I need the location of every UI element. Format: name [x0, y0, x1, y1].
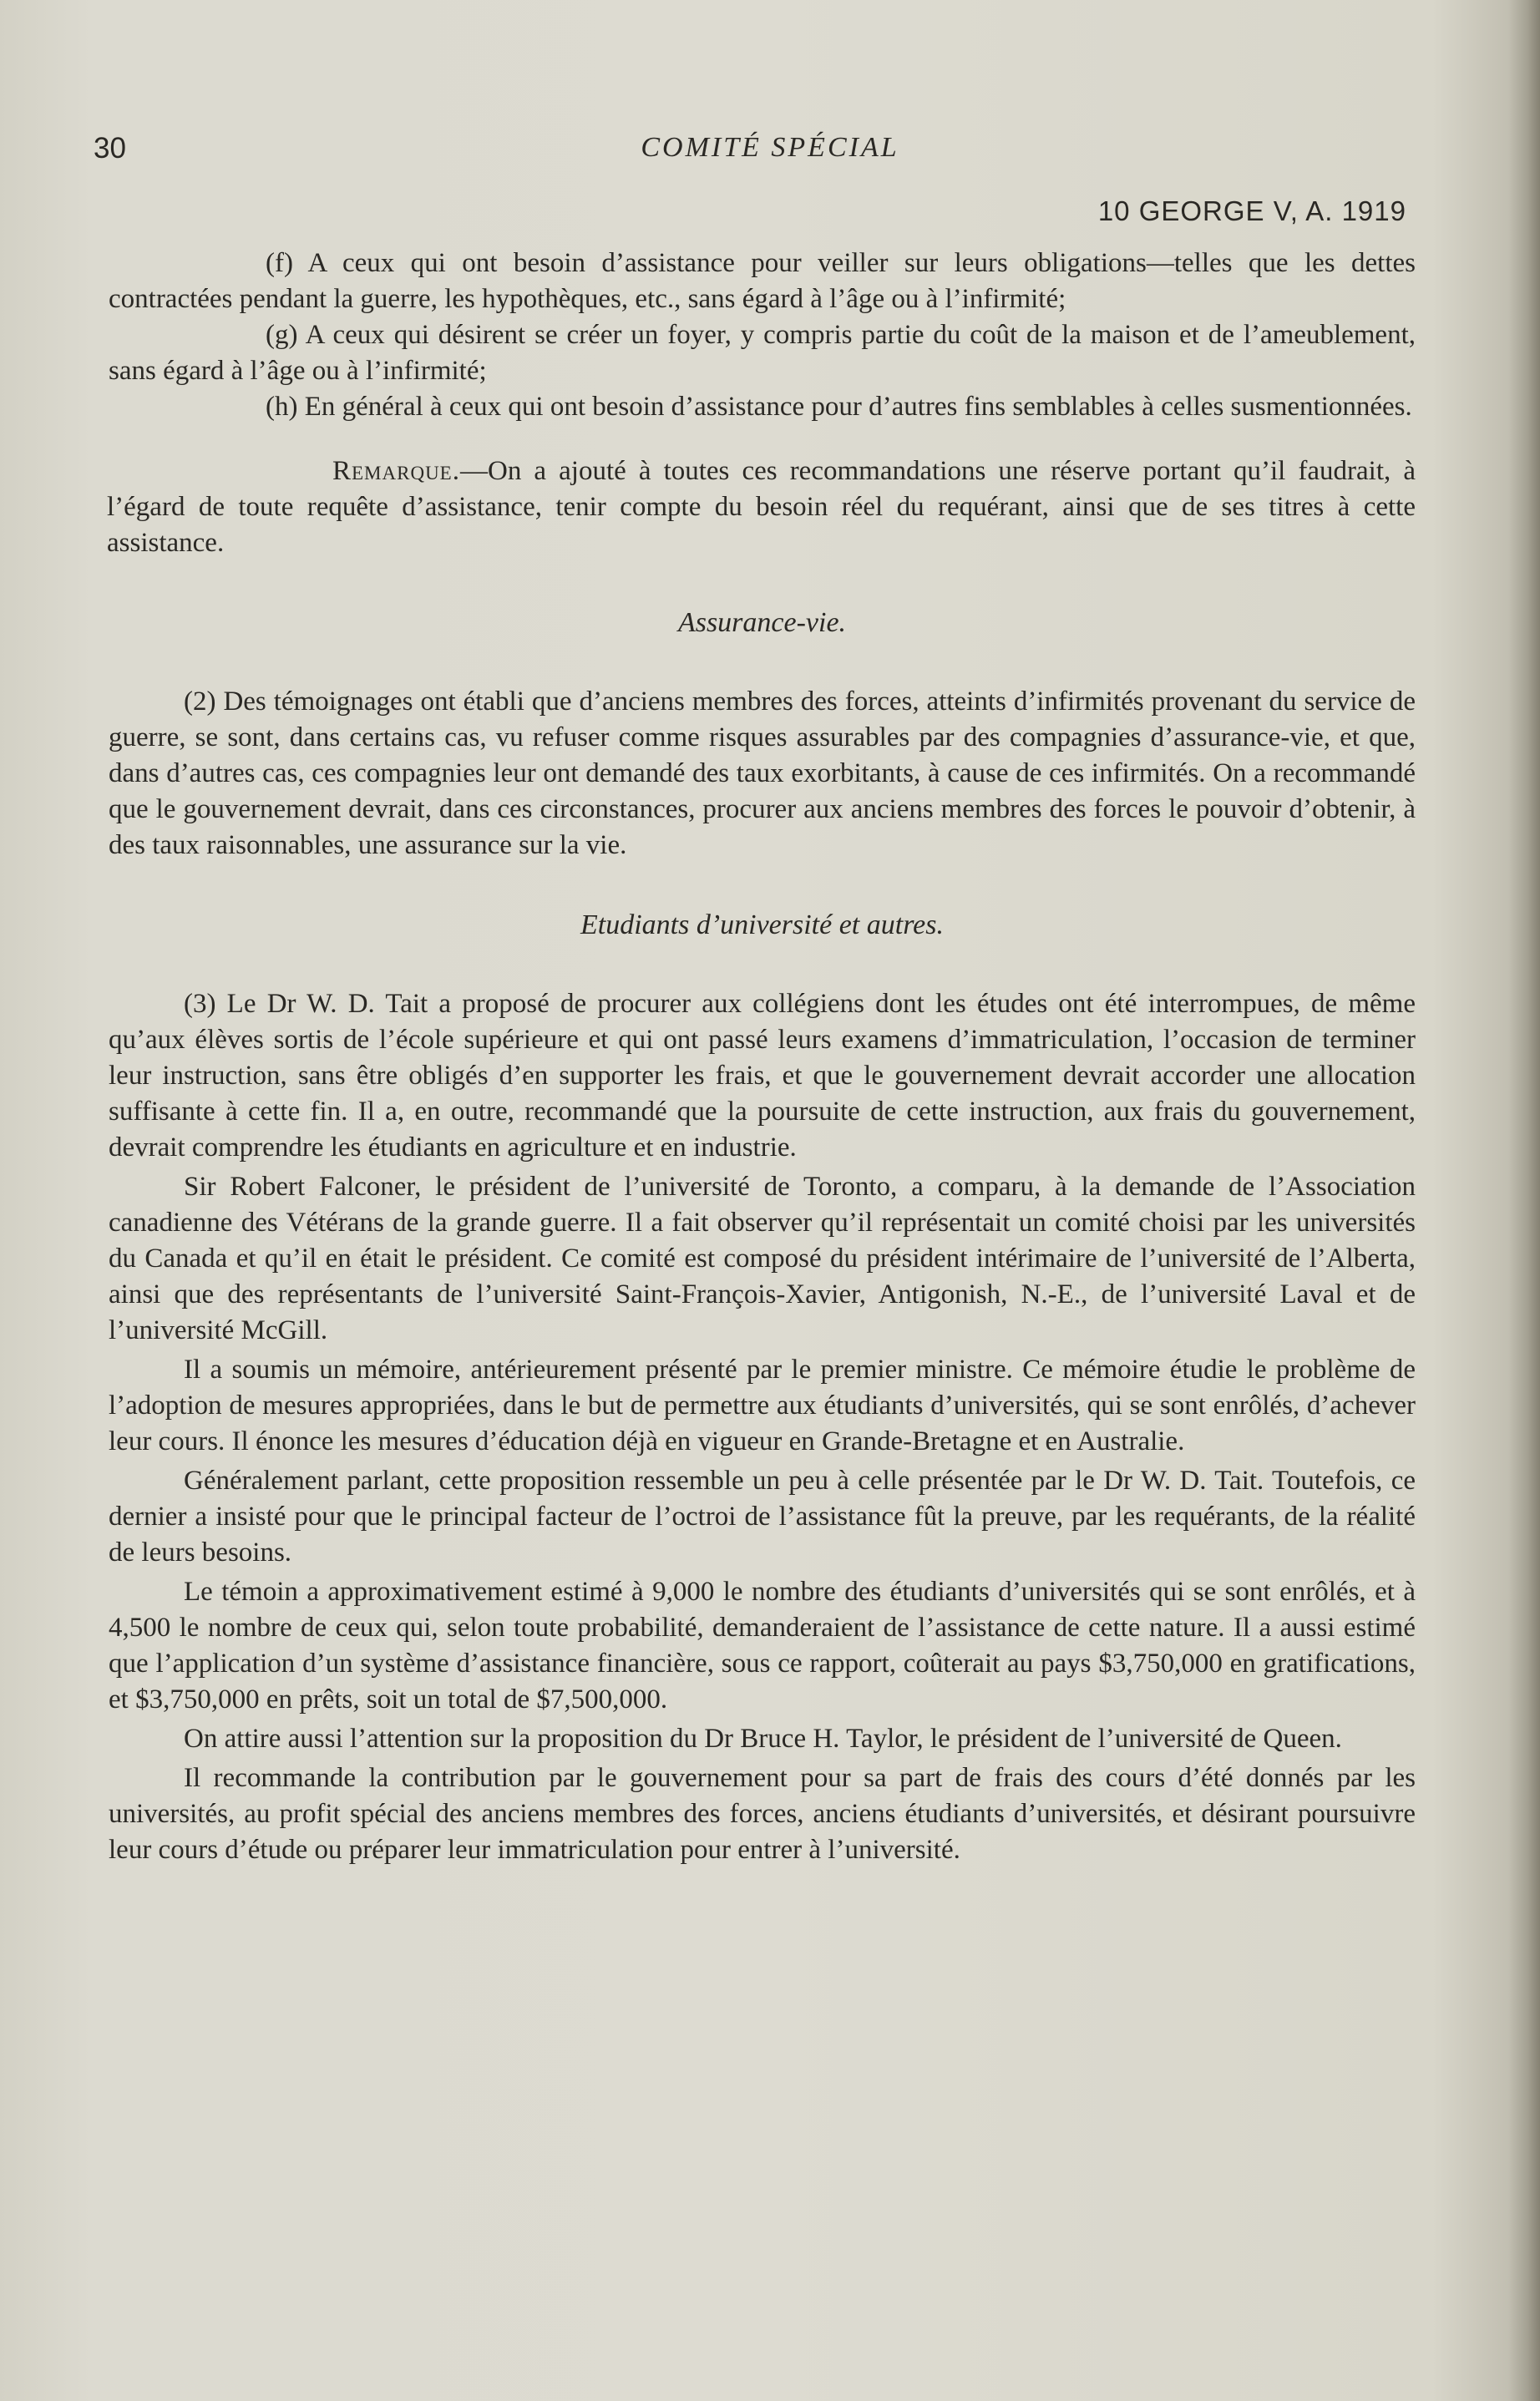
section-heading-insurance: Assurance-vie. [677, 607, 847, 638]
body-text [109, 246, 1416, 1868]
remark-text: —On a ajouté à toutes ces recommandations une réserve portant qu’il faudrait, à l’égard de toute requête d’assistance, tenir compte du besoin réel du requérant, ainsi que de ses titres à cette assistance. [107, 456, 1416, 558]
insurance-paragraph: (2) Des témoignages ont établi que d’anciens membres des forces, atteints d’infirmités provenant du service de guerre, se sont, dans certains cas, vu refuser comme risques assurables par des compagnies d’assurance-vie, et que, dans d’autres cas, ces compagnies leur ont demandé des taux exorbitants, à cause de ces infirmités. On a recommandé que le gouvernement devrait, dans ces circonstances, procurer aux anciens membres des forces le pouvoir d’obtenir, à des taux raisonnables, une assurance sur la vie. [109, 686, 1416, 860]
list-item-g: (g) A ceux qui désirent se créer un foyer, y compris partie du coût de la maison et de l’ameublement, sans égard à l’âge ou à l’infirmité; [109, 320, 1416, 386]
remark-label: Remarque. [332, 456, 460, 486]
page-number: 30 [94, 132, 126, 165]
running-head: COMITÉ SPÉCIAL [641, 132, 899, 163]
list-item-h: (h) En général à ceux qui ont besoin d’assistance pour d’autres fins semblables à celles susmentionnées. [266, 392, 1412, 422]
section-heading-students: Etudiants d’université et autres. [580, 909, 944, 940]
students-paragraph-7: Il recommande la contribution par le gouvernement pour sa part de frais des cours d’été donnés par les universités, au profit spécial des anciens membres des forces, anciens étudiants d’universités, et désirant poursuivre leur cours d’étude ou préparer leur immatriculation pour entrer à l’université. [109, 1763, 1416, 1865]
students-paragraph-1: (3) Le Dr W. D. Tait a proposé de procurer aux collégiens dont les études ont été interrompues, de même qu’aux élèves sortis de l’école supérieure et qui ont passé leurs examens d’immatriculation, l’occasion de terminer leur instruction, sans être obligés d’en supporter les frais, et que le gouvernement devrait accorder une allocation suffisante à cette fin. Il a, en outre, recommandé que la poursuite de cette instruction, aux frais du gouvernement, devrait comprendre les étudiants en agriculture et en industrie. [109, 989, 1416, 1163]
students-paragraph-2: Sir Robert Falconer, le président de l’université de Toronto, a comparu, à la demande de l’Association canadienne des Vétérans de la grande guerre. Il a fait observer qu’il représentait un comité choisi par les universités du Canada et qu’il en était le président. Ce comité est composé du président intérimaire de l’université de l’Alberta, ainsi que des représentants de l’université Saint-François-Xavier, Antigonish, N.-E., de l’université Laval et de l’université McGill. [109, 1172, 1416, 1345]
page-header [0, 132, 1540, 174]
list-item-f: (f) A ceux qui ont besoin d’assistance pour veiller sur leurs obligations—telles que les dettes contractées pendant la guerre, les hypothèques, etc., sans égard à l’âge ou à l’infirmité; [109, 248, 1416, 314]
remark-paragraph [107, 453, 1416, 561]
students-paragraph-3: Il a soumis un mémoire, antérieurement présenté par le premier ministre. Ce mémoire étudie le problème de l’adoption de mesures appropriées, dans le but de permettre aux étudiants d’universités, qui se sont enrôlés, d’achever leur cours. Il énonce les mesures d’éducation déjà en vigueur en Grande-Bretagne et en Australie. [109, 1355, 1416, 1456]
students-paragraph-5: Le témoin a approximativement estimé à 9,000 le nombre des étudiants d’universités qui se sont enrôlés, et à 4,500 le nombre de ceux qui, selon toute probabilité, demanderaient de l’assistance de cette nature. Il a aussi estimé que l’application d’un système d’assistance financière, sous ce rapport, coûterait au pays $3,750,000 en gratifications, et $3,750,000 en prêts, soit un total de $7,500,000. [109, 1577, 1416, 1715]
session-label: 10 GEORGE V, A. 1919 [1097, 195, 1406, 226]
page-edge-shadow [1508, 0, 1540, 2401]
students-paragraph-6: On attire aussi l’attention sur la proposition du Dr Bruce H. Taylor, le président de l’université de Queen. [184, 1724, 1342, 1754]
students-paragraph-4: Généralement parlant, cette proposition ressemble un peu à celle présentée par le Dr W. D. Tait. Toutefois, ce dernier a insisté pour que le principal facteur de l’octroi de l’assistance fût la preuve, par les requérants, de la réalité de leurs besoins. [109, 1466, 1416, 1568]
